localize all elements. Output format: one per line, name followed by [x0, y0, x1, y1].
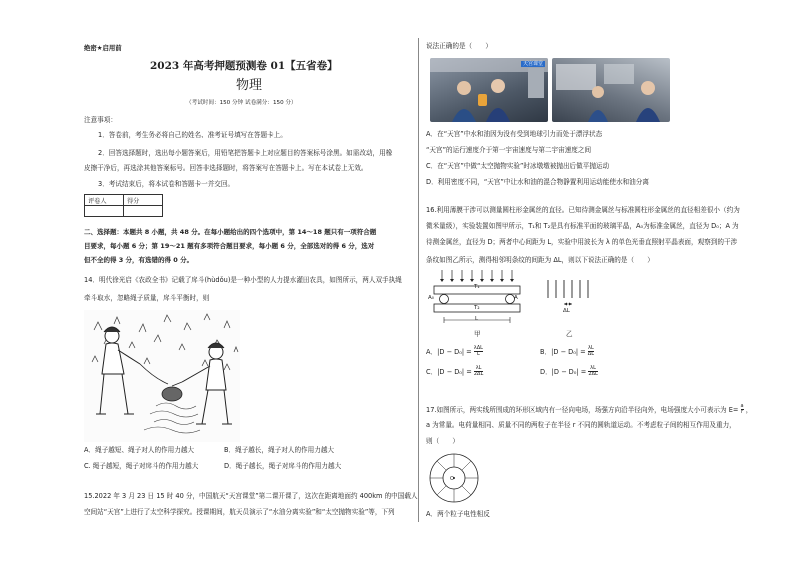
q16-option-b-den: ΔL — [587, 351, 595, 358]
label-yi: 乙 — [566, 330, 573, 338]
q14-line1: 14．明代徐光启《农政全书》记载了戽斗(hùdǒu)是一种小型的人力提水灌田农具，如图所示，两人双手执绳 — [84, 276, 402, 284]
q16-option-c-den: 2ΔL — [473, 371, 484, 378]
label-jia: 甲 — [474, 330, 481, 338]
q16-option-a-den: L — [476, 351, 480, 358]
q14-line2: 牵斗取水，忽略绳子质量，戽斗平衡时，则 — [84, 294, 210, 302]
q17-line1 — [426, 404, 752, 416]
q15-option-a: A．在“天宫”中水和油因为没有受到地球引力而处于漂浮状态 — [426, 130, 603, 138]
score-table-score: 得分 — [124, 195, 163, 206]
astronaut-photo-2 — [552, 58, 670, 122]
q14-illustration — [84, 310, 240, 442]
astronaut-photo-1 — [430, 58, 548, 122]
label-t2: T₂ — [474, 305, 480, 311]
section2-line1: 二、选择题：本题共 8 小题，共 48 分。在每小题给出的四个选项中，第 14～18 题只有一项符合题 — [84, 228, 377, 236]
q16-option-c-prefix: C．|D − D₀| = — [426, 367, 474, 376]
q16-option-c-num: λL — [475, 365, 482, 371]
q14-option-a: A．绳子越短、绳子对人的作用力越大 — [84, 446, 195, 454]
q15-line2: 空间站“天宫”上进行了太空科学探究。授课期间，航天员演示了“水油分离实验”和“太空抛物实验”等，下列 — [84, 508, 395, 516]
note-3: 3．考试结束后，将本试卷和答题卡一并交回。 — [98, 180, 235, 188]
q16-figure-yi — [540, 278, 600, 318]
q15-option-c: C．在“天宫”中做“太空抛物实验”时冰墩墩被抛出后做平抛运动 — [426, 162, 610, 170]
exam-title: 2023 年高考押题预测卷 01【五省卷】 — [150, 60, 338, 72]
q16-option-c — [426, 366, 483, 378]
q16-option-b-num: λL — [588, 345, 594, 351]
q17-ring-figure — [428, 452, 480, 504]
q15-option-d: D．利用密度不同，“天宫”中让水和油的混合物静置利用运动能使水和油分离 — [426, 178, 649, 186]
score-table-grader: 评卷人 — [85, 195, 124, 206]
score-table-cell — [85, 206, 124, 217]
q16-line1: 16.利用薄膜干涉可以测量圆柱形金属丝的直径。已知待测金属丝与标准圆柱形金属丝的直径相差很小（约为 — [426, 206, 740, 214]
q15-continued: 说法正确的是（ ） — [426, 42, 492, 50]
q17-frac-num: a — [740, 403, 744, 409]
label-t1: T₁ — [474, 284, 480, 290]
q16-option-a — [426, 346, 483, 358]
q16-line3: 待测金属丝，直径为 D；两者中心间距为 L，实验中用波长为 λ 的单色光垂直照射平晶表面，观察到的干涉 — [426, 238, 738, 246]
notes-heading: 注意事项： — [84, 116, 117, 124]
q14-option-b: B．绳子越长，绳子对人的作用力越大 — [224, 446, 335, 454]
label-a0: A₀ — [428, 295, 434, 301]
column-divider — [418, 38, 419, 522]
q16-option-a-num: λΔL — [473, 345, 483, 351]
q15-option-b: “天宫”的运行速度介于第一宇宙速度与第二宇宙速度之间 — [426, 146, 592, 154]
q16-option-d-prefix: D．|D − D₀| = — [540, 367, 589, 376]
score-table-cell — [124, 206, 163, 217]
q15-line1: 15.2022 年 3 月 23 日 15 时 40 分，中国航天“天宫课堂”第二课开课了，这次在距离地面约 400km 的中国载人 — [84, 492, 418, 500]
q16-option-b-prefix: B．|D − D₀| = — [540, 347, 588, 356]
section2-line3: 但不全的得 3 分，有选错的得 0 分。 — [84, 256, 194, 264]
subject-title: 物理 — [236, 78, 263, 93]
q16-line4: 条纹如图乙所示，测得相邻明条纹的间距为 ΔL，则以下说法正确的是（ ） — [426, 256, 654, 264]
label-l: L — [475, 316, 479, 322]
q17-line1-tail: ， — [745, 405, 753, 414]
q14-option-d: D．绳子越长，绳子对戽斗的作用力越大 — [224, 462, 342, 470]
q17-center-label: O — [450, 476, 454, 482]
note-1: 1．答卷前，考生务必将自己的姓名、准考证号填写在答题卡上。 — [98, 131, 287, 139]
q16-line2: 微米量级），实验装置如图甲所示，T₁和 T₂是具有标准平面的玻璃平晶，A₀为标准金属丝，直径为 D₀；A 为 — [426, 222, 739, 230]
q16-option-d-num: λL — [590, 365, 596, 371]
q17-frac-den: r — [741, 409, 744, 416]
q16-option-a-prefix: A．|D − D₀| = — [426, 347, 474, 356]
note-2-cont: 皮擦干净后，再选涂其他答案标号。回答非选择题时，将答案写在答题卡上。写在本试卷上无效。 — [84, 164, 368, 172]
q16-option-d-den: 2ΔL — [588, 371, 598, 378]
q17-line3: 则（ ） — [426, 437, 459, 445]
tiangong-badge: 天宫课堂 — [522, 61, 543, 67]
q16-option-b — [540, 346, 594, 358]
secret-label: 绝密★启用前 — [84, 44, 122, 52]
label-delta-l: ΔL — [563, 308, 570, 314]
label-a: A — [514, 295, 518, 301]
q17-option-a: A．两个粒子电性相反 — [426, 510, 490, 518]
q17-line2: a 为常量。电荷量相同、质量不同的两粒子在半径 r 不同的圆轨道运动。不考虑粒子间的相互作用及重力， — [426, 421, 736, 429]
q17-line1-text: 17.如图所示，两实线所围成的环形区域内有一径向电场，场强方向沿半径向外，电场强度大小可表示为 E= — [426, 405, 739, 414]
note-2: 2．回答选择题时，选出每小题答案后，用铅笔把答题卡上对应题目的答案标号涂黑。如需改动，用橡 — [98, 149, 393, 157]
exam-meta: （考试时间：150 分钟 试卷满分：150 分） — [186, 100, 297, 106]
q14-option-c: C. 绳子越短，绳子对戽斗的作用力越大 — [84, 462, 199, 470]
score-table — [84, 194, 163, 217]
q16-option-d — [540, 366, 598, 378]
bucket-shape — [162, 387, 182, 401]
section2-line2: 目要求，每小题 6 分；第 19～21 题有多项符合题目要求，每小题 6 分，全部选对的得 6 分，选对 — [84, 242, 375, 250]
